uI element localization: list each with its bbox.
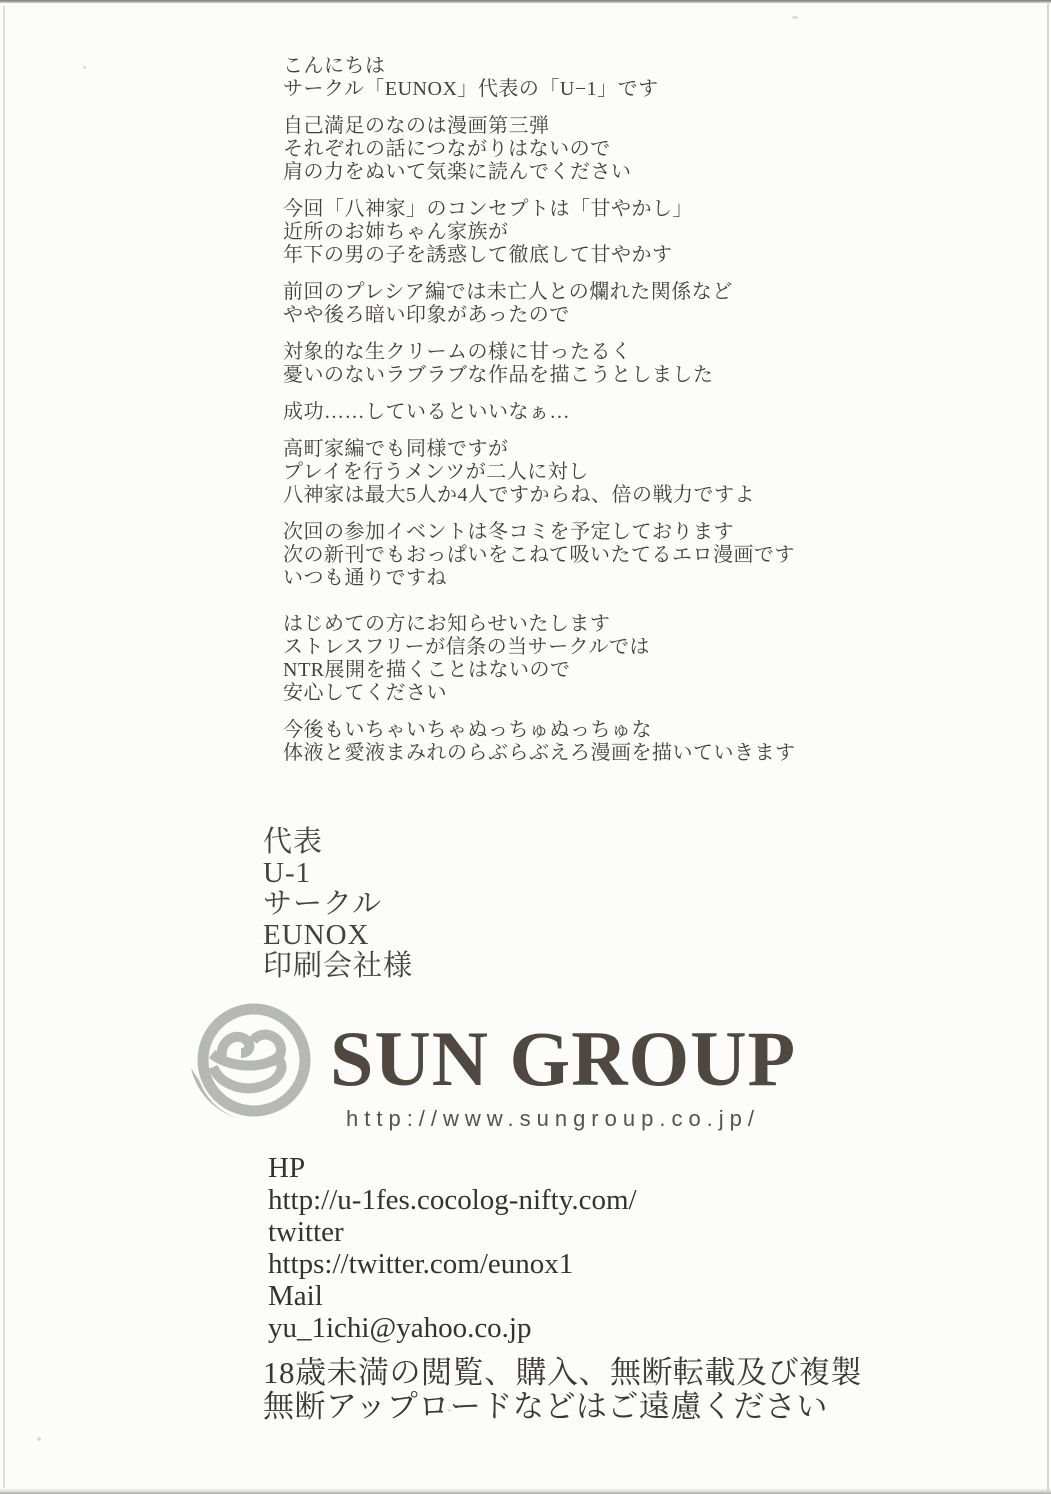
afterword-line: いつも通りですね	[283, 567, 447, 589]
afterword-line: 年下の男の子を誘惑して徹底して甘やかす	[283, 244, 673, 266]
mail-label: Mail	[268, 1280, 323, 1312]
afterword-line: 体液と愛液まみれのらぶらぶえろ漫画を描いていきます	[283, 742, 796, 764]
afterword-line: 成功……しているといいなぁ…	[283, 401, 570, 423]
afterword-line: 自己満足のなのは漫画第三弾	[283, 115, 550, 137]
sun-group-monogram-icon	[186, 998, 320, 1132]
afterword-paragraph	[283, 521, 923, 590]
afterword-line: はじめての方にお知らせいたします	[283, 613, 611, 635]
afterword-paragraph	[283, 281, 923, 327]
afterword-text	[283, 55, 923, 779]
afterword-line: ストレスフリーが信条の当サークルでは	[283, 636, 650, 658]
printer-url: http://www.sungroup.co.jp/	[346, 1106, 761, 1131]
afterword-line: NTR展開を描くことはないので	[283, 659, 571, 681]
afterword-line: サークル「EUNOX」代表の「U−1」です	[283, 78, 659, 100]
afterword-line: 安心してください	[283, 682, 447, 704]
scan-edge-top	[0, 0, 1051, 3]
scan-edge-bottom	[0, 1489, 1051, 1494]
afterword-paragraph	[283, 115, 923, 184]
credits-circle-name: EUNOX	[263, 919, 370, 951]
afterword-line: 肩の力をぬいて気楽に読んでください	[283, 161, 632, 183]
credits-printer-label: 印刷会社様	[263, 950, 414, 982]
age-warning-line: 18歳未満の閲覧、購入、無断転載及び複製	[263, 1355, 862, 1390]
credits-role-label: 代表	[263, 826, 324, 858]
printer-name: SUN GROUP	[330, 1015, 797, 1102]
afterword-line: プレイを行うメンツが二人に対し	[283, 461, 589, 483]
credits-circle-label: サークル	[263, 888, 383, 920]
afterword-line: 対象的な生クリームの様に甘ったるく	[283, 341, 632, 363]
afterword-line: こんにちは	[283, 55, 386, 77]
afterword-line: 今後もいちゃいちゃぬっちゅぬっちゅな	[283, 719, 652, 741]
afterword-line: 今回「八神家」のコンセプトは「甘やかし」	[283, 198, 693, 220]
afterword-line: 前回のプレシア編では未亡人との爛れた関係など	[283, 281, 733, 303]
printer-identity	[330, 998, 796, 1132]
printer-logo-block	[186, 998, 796, 1132]
afterword-line: 近所のお姉ちゃん家族が	[283, 221, 509, 243]
age-warning	[263, 1356, 862, 1424]
afterword-paragraph	[283, 55, 923, 101]
afterword-paragraph	[283, 438, 923, 507]
twitter-url: https://twitter.com/eunox1	[268, 1248, 574, 1280]
hp-url: http://u-1fes.cocolog-nifty.com/	[268, 1184, 637, 1216]
afterword-paragraph	[283, 341, 923, 387]
credits-block	[263, 827, 413, 982]
scan-speck	[37, 1437, 41, 1441]
age-warning-line: 無断アップロードなどはご遠慮ください	[263, 1389, 828, 1424]
afterword-paragraph	[283, 198, 923, 267]
mail-address: yu_1ichi@yahoo.co.jp	[268, 1312, 532, 1344]
scan-edge-right	[1047, 2, 1049, 1492]
scan-speck	[792, 16, 798, 19]
contact-block	[268, 1152, 637, 1344]
afterword-line: 次の新刊でもおっぱいをこねて吸いたてるエロ漫画です	[283, 544, 795, 566]
afterword-line: それぞれの話につながりはないので	[283, 138, 611, 160]
scan-edge-left	[3, 6, 5, 1488]
afterword-line: 次回の参加イベントは冬コミを予定しております	[283, 521, 734, 543]
twitter-label: twitter	[268, 1216, 344, 1248]
afterword-line: 憂いのないラブラブな作品を描こうとしました	[283, 364, 714, 386]
credits-representative: U-1	[263, 857, 312, 889]
afterword-paragraph	[283, 719, 923, 765]
hp-label: HP	[268, 1152, 306, 1184]
afterword-paragraph	[283, 613, 923, 705]
afterword-line: やや後ろ暗い印象があったので	[283, 304, 570, 326]
afterword-line: 高町家編でも同様ですが	[283, 438, 509, 460]
afterword-paragraph	[283, 401, 923, 424]
afterword-line: 八神家は最大5人か4人ですからね、倍の戦力ですよ	[283, 484, 755, 506]
scan-speck	[83, 66, 86, 69]
